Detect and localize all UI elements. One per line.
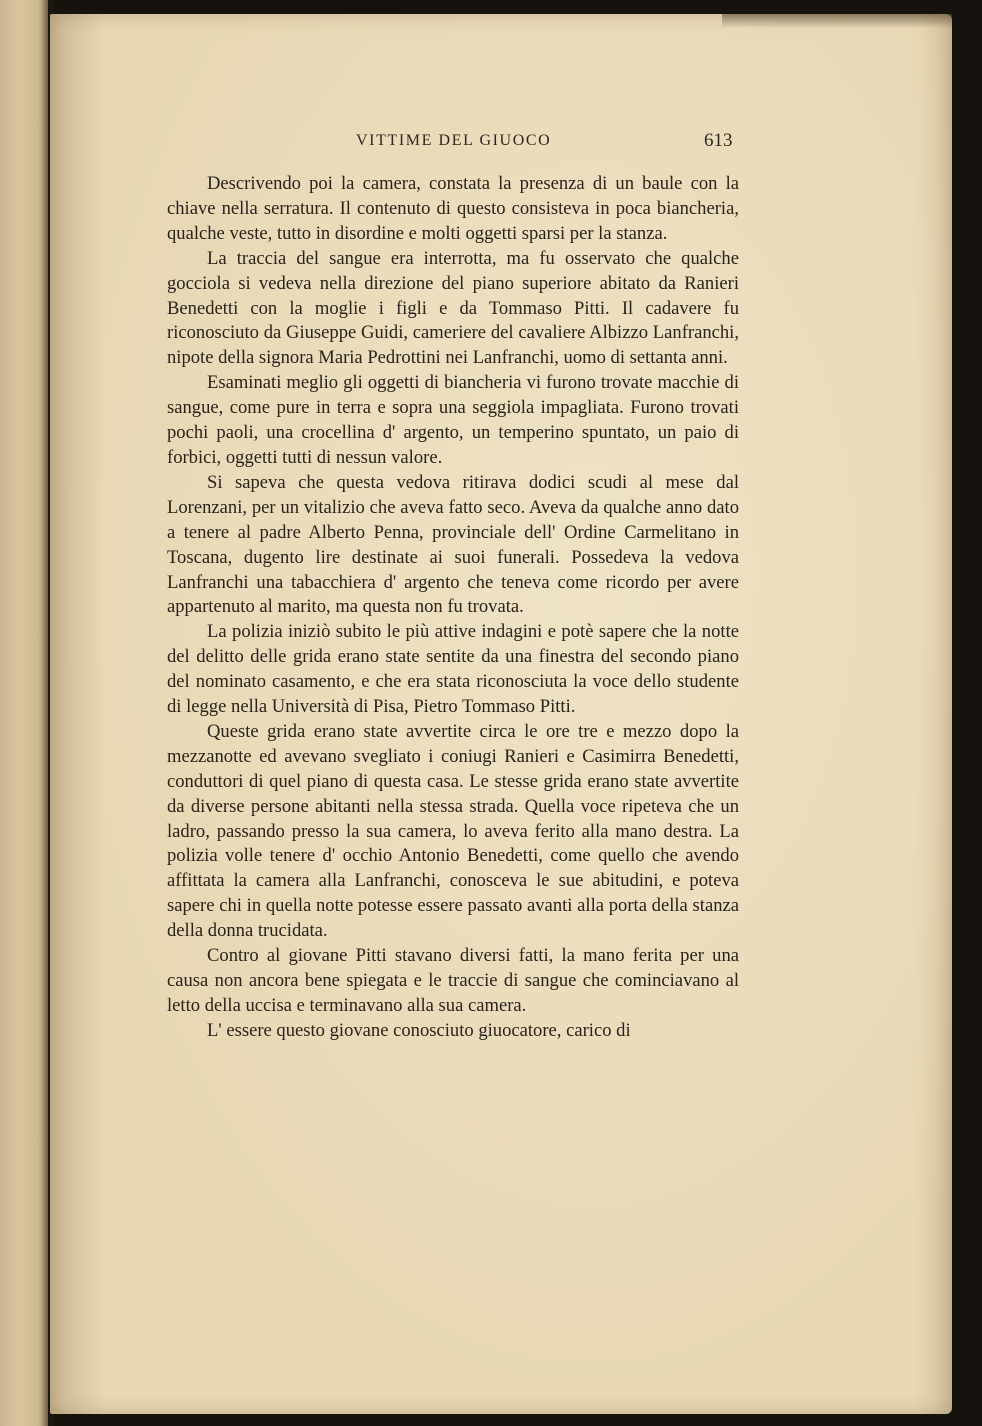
paragraph: Esaminati meglio gli oggetti di biancheria vi furono trovate macchie di sangue, come pure in terra e sopra una seggiola impagliata. Furono trovati pochi paoli, una crocellina d' argento, un temperino spuntato, un paio di forbici, oggetti tutti di nessun valore. <box>167 372 739 468</box>
paragraph: La traccia del sangue era interrotta, ma fu osservato che qualche gocciola si vedeva nella direzione del piano superiore abitato da Ranieri Benedetti con la moglie i figli e da Tommaso Pitti. Il cadavere fu riconosciuto da Giuseppe Guidi, cameriere del cavaliere Albizzo Lanfranchi, nipote della signora Maria Pedrottini nei Lanfranchi, uomo di settanta anni. <box>167 247 739 369</box>
paragraph: Si sapeva che questa vedova ritirava dodici scudi al mese dal Lorenzani, per un vitalizio che aveva fatto seco. Aveva da qualche anno dato a tenere al padre Alberto Penna, provinciale dell' Ordine Carmelitano in Toscana, dugento lire destinate ai suoi funerali. Possedeva la vedova Lanfranchi una tabacchiera d' argento che teneva come ricordo per avere appartenuto al marito, ma questa non fu trovata. <box>167 471 739 618</box>
paragraph: Descrivendo poi la camera, constata la presenza di un baule con la chiave nella serratura. Il contenuto di questo consisteva in poca biancheria, qualche veste, tutto in disordine e molti oggetti sparsi per la stanza. <box>167 173 739 244</box>
paragraph: L' essere questo giovane conosciuto giuocatore, carico di <box>207 1019 631 1041</box>
body-text <box>167 172 739 1044</box>
left-page-edge <box>0 0 48 1426</box>
page-top-shadow <box>722 14 952 28</box>
running-title: VITTIME DEL GIUOCO <box>356 132 552 149</box>
paragraph: La polizia iniziò subito le più attive indagini e potè sapere che la notte del delitto delle grida erano state sentite da una finestra del secondo piano del nominato casamento, e che era stata riconosciuta la voce dello studente di legge nella Università di Pisa, Pietro Tommaso Pitti. <box>167 621 739 718</box>
book-page <box>50 14 952 1414</box>
paragraph: Contro al giovane Pitti stavano diversi fatti, la mano ferita per una causa non ancora bene spiegata e le traccie di sangue che cominciavano al letto della uccisa e terminavano alla sua camera. <box>167 945 739 1016</box>
paragraph: Queste grida erano state avvertite circa le ore tre e mezzo dopo la mezzanotte ed avevano svegliato i coniugi Ranieri e Casimirra Benedetti, conduttori di quel piano di questa casa. Le stesse grida erano state avvertite da diverse persone abitanti nella stessa strada. Quella voce ripeteva che un ladro, passando presso la sua camera, lo aveva ferito alla mano destra. La polizia volle tenere d' occhio Antonio Benedetti, come quello che avendo affittata la camera alla Lanfranchi, conosceva le sue abitudini, e poteva sapere chi in quella notte potesse essere passato avanti alla porta della stanza della donna trucidata. <box>167 720 739 942</box>
page-number: 613 <box>704 130 733 151</box>
